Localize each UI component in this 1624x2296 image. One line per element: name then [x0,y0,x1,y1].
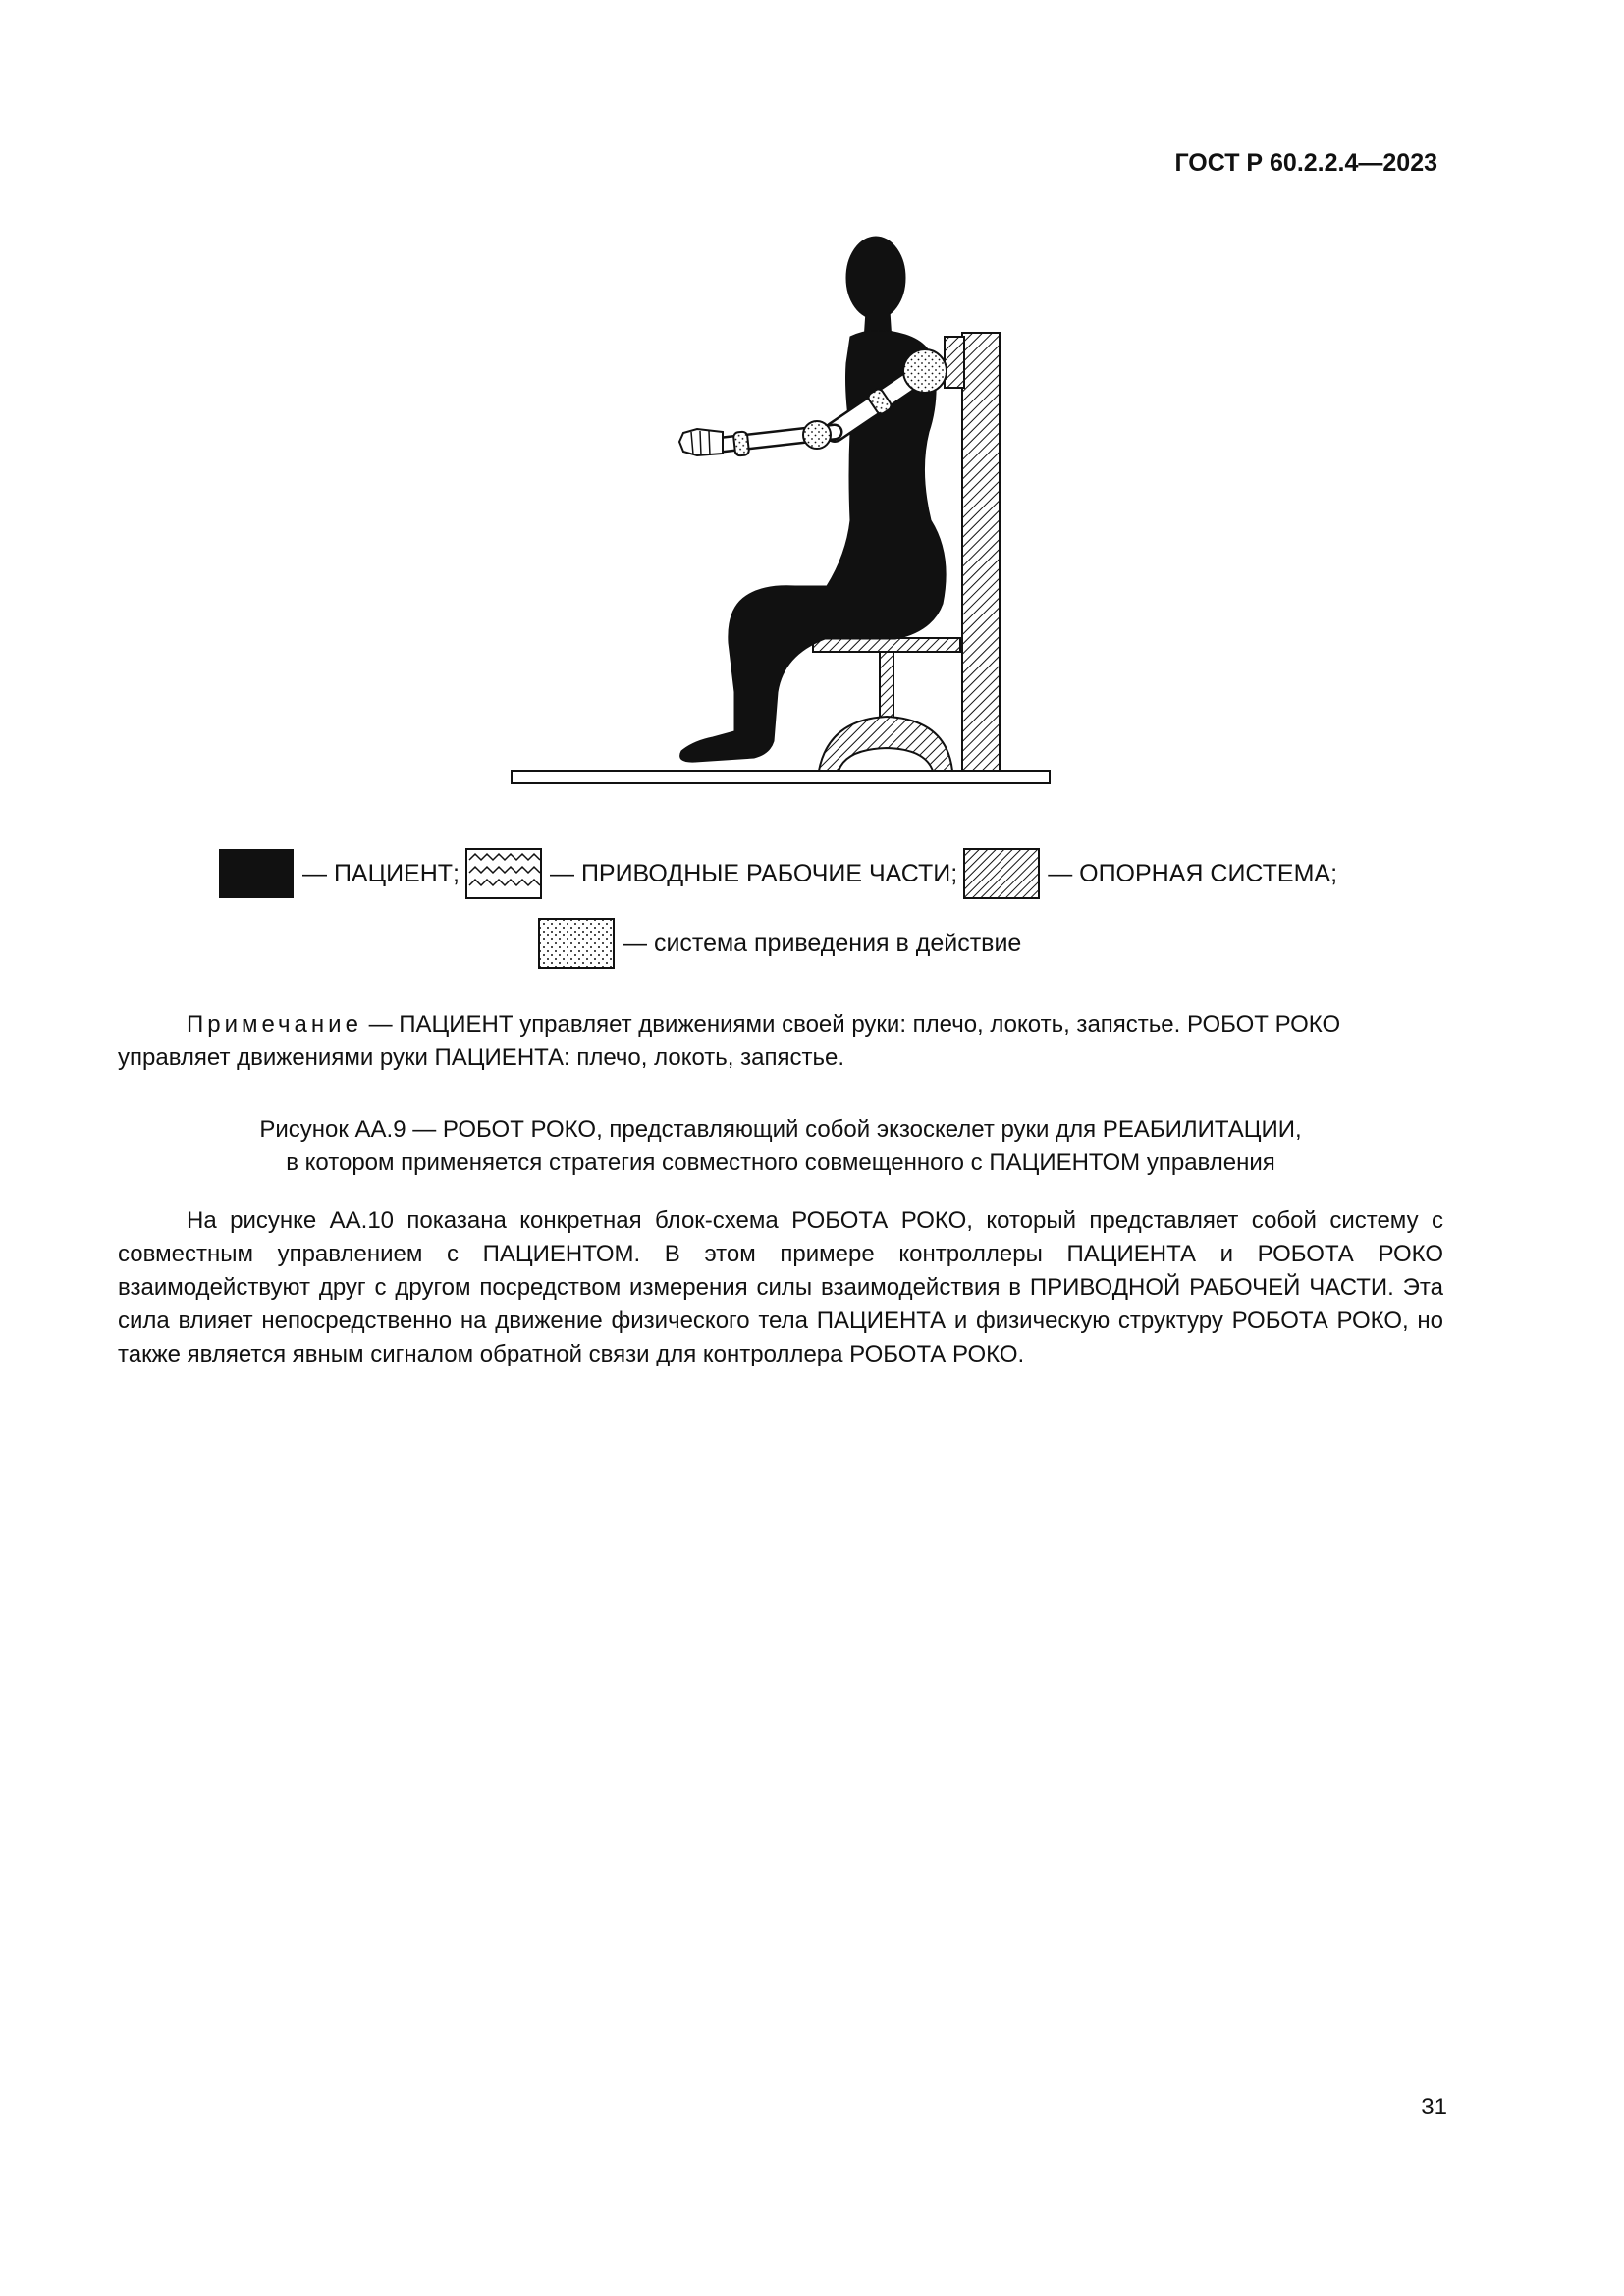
support-post [962,333,1000,771]
stool-seat [813,638,960,652]
shoulder-mount [945,337,964,388]
legend-row [538,918,1027,969]
page-number: 31 [1421,2094,1447,2120]
legend-swatch-patient [218,848,295,899]
exo-shoulder-joint [903,349,947,393]
stool-column [880,652,893,721]
figure-caption [118,1113,1443,1180]
legend-label-actuation-system: — система приведения в действие [623,929,1022,957]
exo-forearm-cuff [733,431,749,455]
patient-silhouette [680,237,947,762]
caption-line-2: в котором применяется стратегия совместного совмещенного с ПАЦИЕНТОМ управления [286,1149,1275,1176]
figure-drawing [501,231,1060,790]
figure-exoskeleton [501,231,1060,790]
legend-label-support-system: — ОПОРНАЯ СИСТЕМА; [1048,859,1338,887]
legend-swatch-support-system [963,848,1040,899]
body-paragraph: На рисунке АА.10 показана конкретная блок-схема РОБОТА РОКО, который представляет собой систему с совместным управлением с ПАЦИЕНТОМ. В этом примере контроллеры ПАЦИЕНТА и РОБОТА РОКО взаимодействуют друг с другом посредством измерения силы взаимодействия в ПРИВОДНОЙ РАБОЧЕЙ ЧАСТИ. Эта сила влияет непосредственно на движение физического тела ПАЦИЕНТА и физическую структуру РОБОТА РОКО, но также является явным сигналом обратной связи для контроллера РОБОТА РОКО. [118,1207,1443,1367]
exo-elbow-joint [803,421,831,449]
note-prefix: Примечание [187,1011,362,1038]
note-text: — ПАЦИЕНТ управляет движениями своей руки: плечо, локоть, запястье. РОБОТ РОКО управляет движениями руки ПАЦИЕНТА: плечо, локоть, запястье. [118,1011,1341,1071]
legend-label-drive-parts: — ПРИВОДНЫЕ РАБОЧИЕ ЧАСТИ; [550,859,958,887]
stool-base [819,717,952,771]
legend-row [218,848,1343,899]
legend-swatch-actuation-system [538,918,615,969]
legend-label-patient: — ПАЦИЕНТ; [302,859,460,887]
figure-note [118,1008,1443,1075]
floor-plate [512,771,1050,783]
caption-line-1: Рисунок АА.9 — РОБОТ РОКО, представляющий собой экзоскелет руки для РЕАБИЛИТАЦИИ, [259,1116,1302,1143]
legend-swatch-drive-parts [465,848,542,899]
document-standard-id: ГОСТ Р 60.2.2.4—2023 [1174,149,1437,177]
